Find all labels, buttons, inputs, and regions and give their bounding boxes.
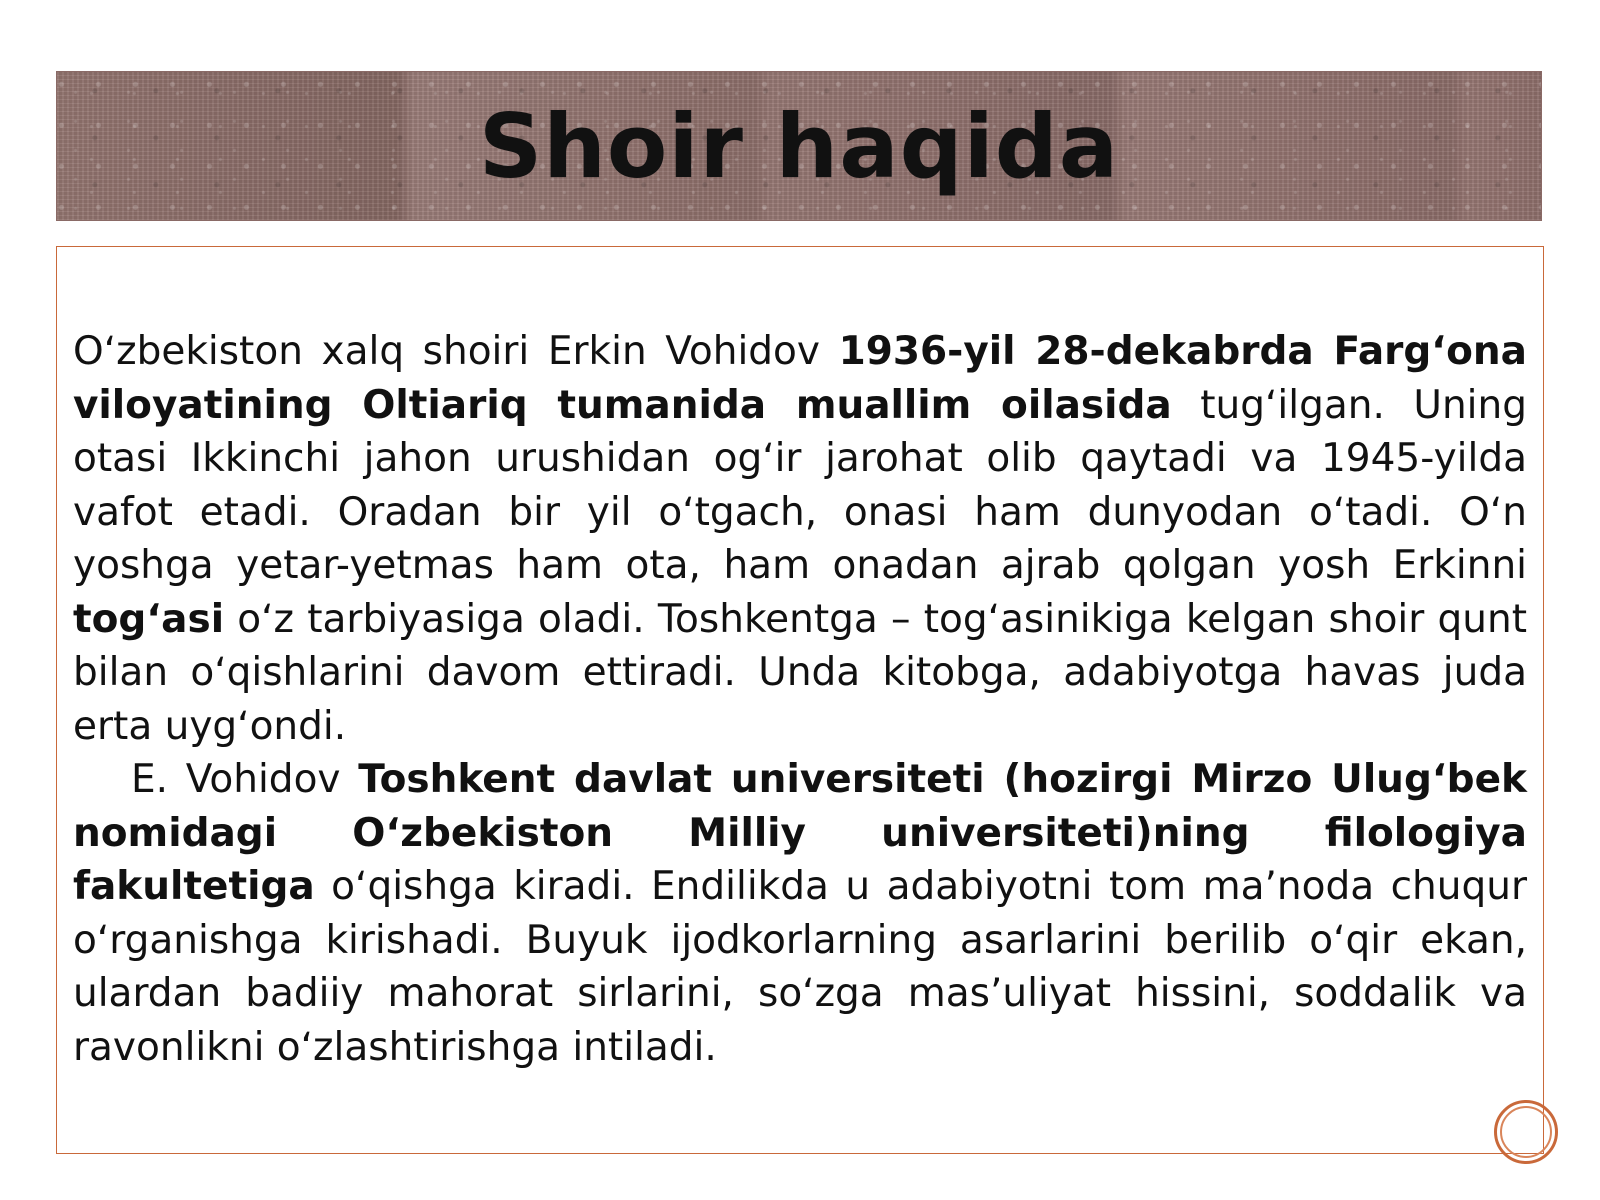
title-banner — [56, 71, 1542, 221]
paragraph-1-bold-uncle: tog‘asi — [73, 596, 225, 642]
paragraph-2-text-2: o‘qishga kiradi. Endilikda u adabiyotni tom ma’noda chuqur o‘rganishga kirishadi. Buyuk ijodkorlarning asarlarini berilib o‘qir ekan, ulardan badiiy mahorat sirlarini, so‘zga mas’uliyat hissini, soddalik va ravonlikni o‘zlashtirishga intiladi. — [73, 864, 1527, 1070]
paragraph-1-bold-birth: 1936-yil 28-dekabrda Farg‘ona viloyatining Oltiariq tumanida muallim oilasida — [73, 329, 1527, 428]
paragraph-2 — [73, 753, 1527, 1074]
slide-title: Shoir haqida — [478, 95, 1120, 198]
paragraph-1-text-1: O‘zbekiston xalq shoiri Erkin Vohidov — [73, 329, 839, 374]
body-text — [73, 325, 1527, 1074]
paragraph-1-text-3: o‘z tarbiyasiga oladi. Toshkentga – tog‘asinikiga kelgan shoir qunt bilan o‘qishlarini davom ettiradi. Unda kitobga, adabiyotga havas juda erta uyg‘ondi. — [73, 596, 1527, 749]
paragraph-2-text-1: E. Vohidov — [131, 757, 359, 802]
paragraph-2-bold-university: Toshkent davlat universiteti (hozirgi Mirzo Ulug‘bek nomidagi O‘zbekiston Milliy universiteti)ning filologiya fakultetiga — [73, 757, 1527, 909]
inner-ring-icon — [1500, 1106, 1552, 1158]
paragraph-1-text-2: tug‘ilgan. Uning otasi Ikkinchi jahon urushidan og‘ir jarohat olib qaytadi va 1945-yilda vafot etadi. Oradan bir yil o‘tgach, onasi ham dunyodan o‘tadi. O‘n yoshga yetar-yetmas ham ota, ham onadan ajrab qolgan yosh Erkinni — [73, 382, 1527, 588]
paragraph-1 — [73, 325, 1527, 753]
content-box — [56, 246, 1544, 1154]
